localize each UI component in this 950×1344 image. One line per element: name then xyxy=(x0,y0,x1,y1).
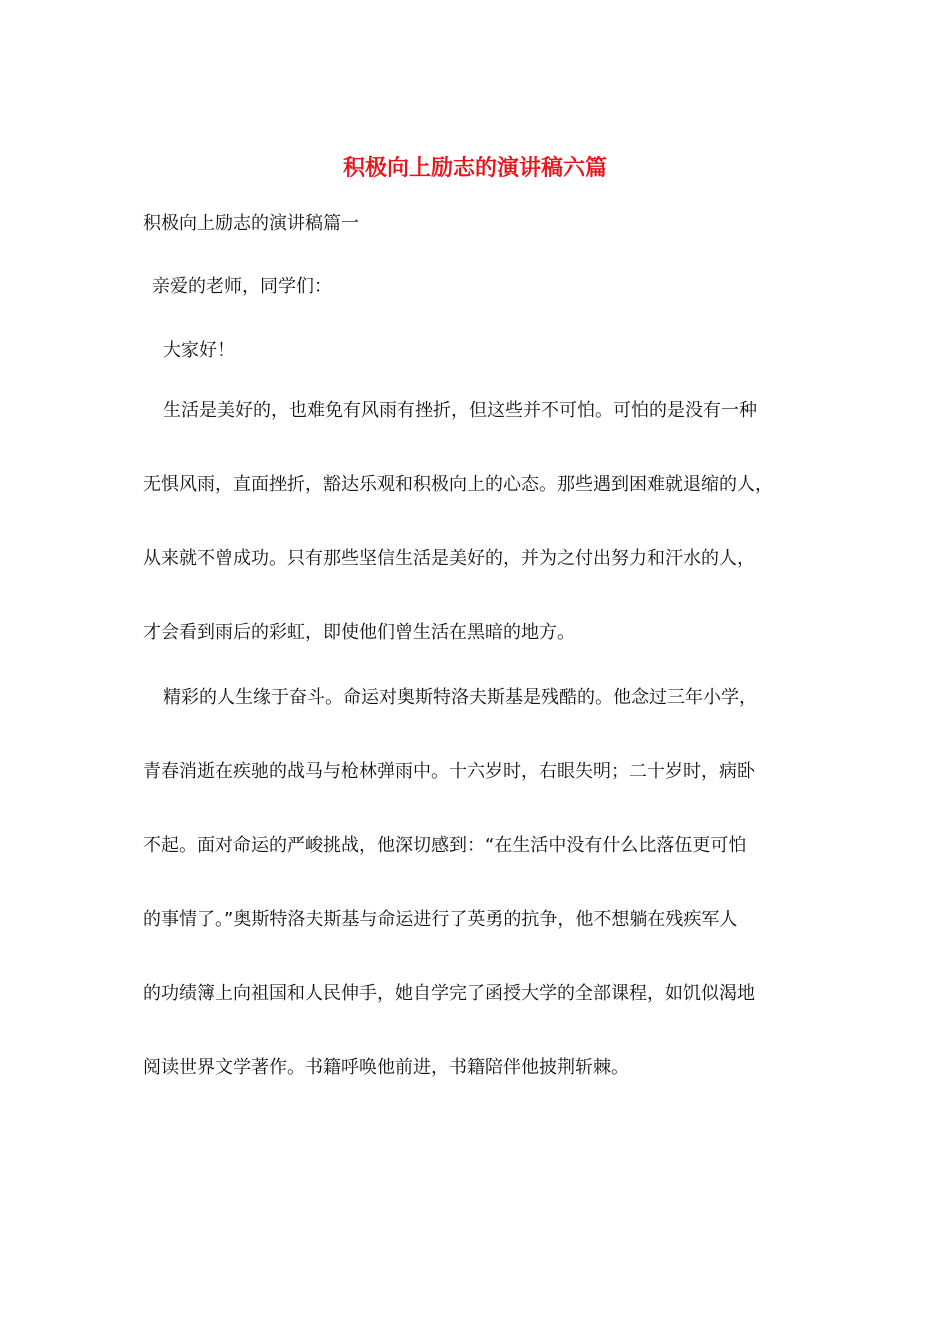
paragraph-2-line: 阅读世界文学著作。书籍呼唤他前进，书籍陪伴他披荆斩棘。 xyxy=(143,1057,629,1078)
paragraph-2-line: 不起。面对命运的严峻挑战，他深切感到：“在生活中没有什么比落伍更可怕 xyxy=(143,835,747,856)
paragraph-2-line: 的事情了。”奥斯特洛夫斯基与命运进行了英勇的抗争，他不想躺在残疾军人 xyxy=(143,909,738,930)
salutation: 亲爱的老师，同学们： xyxy=(152,276,332,297)
paragraph-2-line: 的功绩簿上向祖国和人民伸手，她自学完了函授大学的全部课程，如饥似渴地 xyxy=(143,983,755,1004)
paragraph-1-line: 从来就不曾成功。只有那些坚信生活是美好的，并为之付出努力和汗水的人， xyxy=(143,548,755,569)
paragraph-1-line: 生活是美好的，也难免有风雨有挫折，但这些并不可怕。可怕的是没有一种 xyxy=(163,400,757,421)
paragraph-1-line: 才会看到雨后的彩虹，即使他们曾生活在黑暗的地方。 xyxy=(143,622,575,643)
paragraph-1-line: 无惧风雨，直面挫折，豁达乐观和积极向上的心态。那些遇到困难就退缩的人， xyxy=(143,474,773,495)
greeting: 大家好！ xyxy=(163,340,235,361)
section-heading: 积极向上励志的演讲稿篇一 xyxy=(143,213,359,234)
paragraph-2-line: 青春消逝在疾驰的战马与枪林弹雨中。十六岁时，右眼失明；二十岁时，病卧 xyxy=(143,761,755,782)
document-title: 积极向上励志的演讲稿六篇 xyxy=(342,155,607,181)
paragraph-2-line: 精彩的人生缘于奋斗。命运对奥斯特洛夫斯基是残酷的。他念过三年小学， xyxy=(163,687,757,708)
